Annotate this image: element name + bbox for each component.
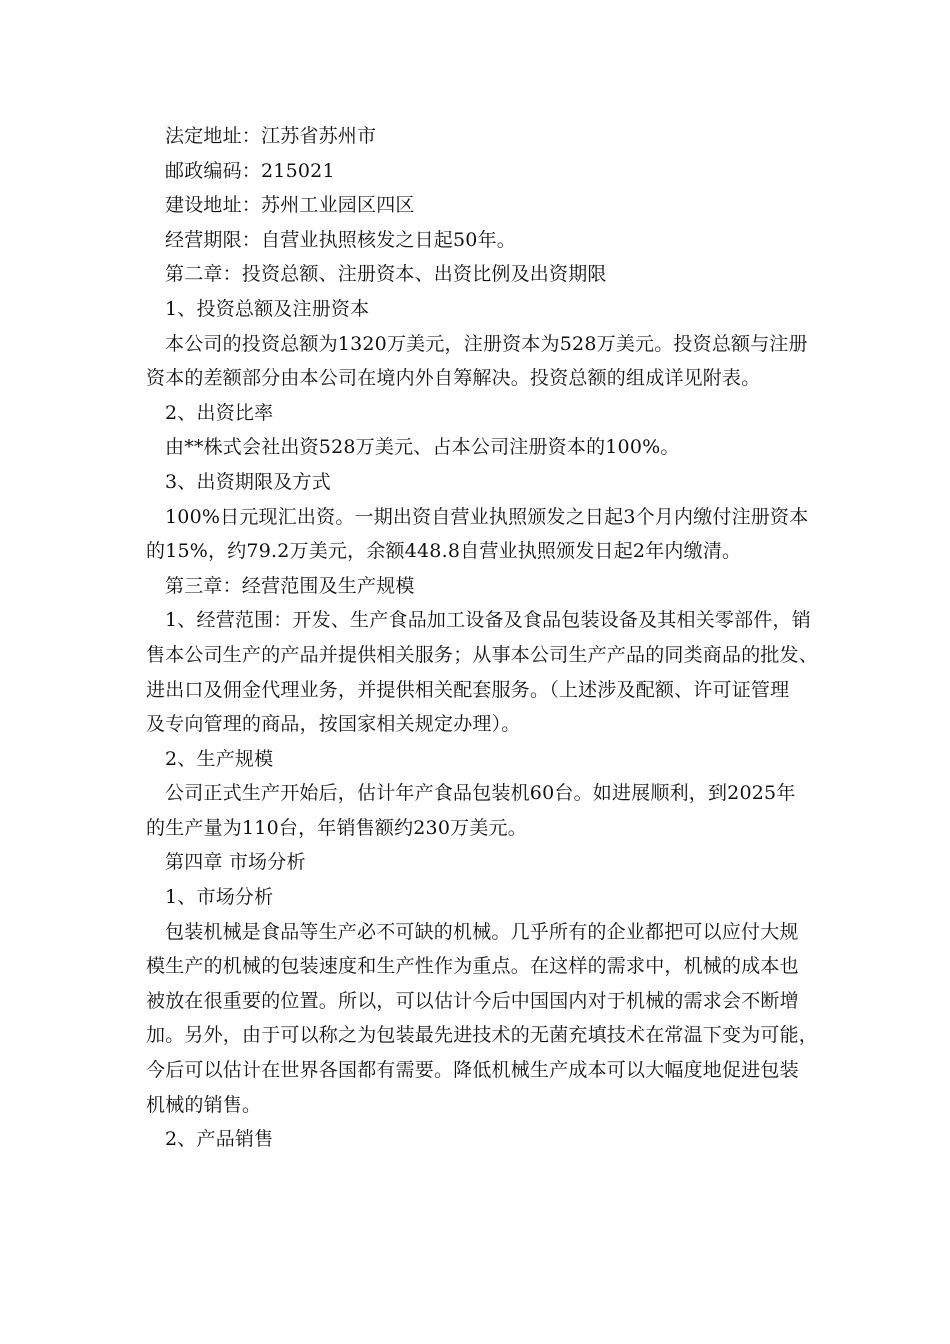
text-line: 包装机械是食品等生产必不可缺的机械。几乎所有的企业都把可以应付大规: [165, 920, 799, 943]
text-line: 2、出资比率: [165, 401, 274, 424]
document-body: [146, 119, 819, 1157]
text-line: 1、经营范围：开发、生产食品加工设备及食品包装设备及其相关零部件，销: [165, 609, 811, 632]
text-line: 1、投资总额及注册资本: [165, 297, 370, 320]
text-line: 被放在很重要的位置。所以，可以估计今后中国国内对于机械的需求会不断增: [146, 989, 799, 1012]
text-line: 建设地址：苏州工业园区四区: [165, 194, 415, 217]
text-line: 今后可以估计在世界各国都有需要。降低机械生产成本可以大幅度地促进包装: [146, 1059, 799, 1082]
text-line: 加。另外，由于可以称之为包装最先进技术的无菌充填技术在常温下变为可能，: [146, 1024, 819, 1047]
text-line: 1、市场分析: [165, 886, 274, 909]
text-line: 公司正式生产开始后，估计年产食品包装机60台。如进展顺利，到2025年: [165, 782, 796, 805]
text-line: 本公司的投资总额为1320万美元，注册资本为528万美元。投资总额与注册: [165, 332, 808, 355]
text-line: 由**株式会社出资528万美元、占本公司注册资本的100%。: [165, 436, 680, 459]
text-line: 及专向管理的商品，按国家相关规定办理）。: [146, 713, 521, 736]
text-line: 进出口及佣金代理业务，并提供相关配套服务。（上述涉及配额、许可证管理: [146, 678, 790, 701]
text-line: 经营期限：自营业执照核发之日起50年。: [165, 228, 516, 251]
text-line: 3、出资期限及方式: [165, 470, 331, 493]
text-line: 第四章 市场分析: [165, 851, 306, 874]
text-line: 2、产品销售: [165, 1128, 274, 1151]
text-line: 邮政编码：215021: [165, 159, 335, 182]
text-line: 售本公司生产的产品并提供相关服务；从事本公司生产产品的同类商品的批发、: [146, 643, 819, 666]
text-line: 法定地址：江苏省苏州市: [165, 125, 377, 147]
text-line: 模生产的机械的包装速度和生产性作为重点。在这样的需求中，机械的成本也: [146, 955, 799, 978]
text-line: 2、生产规模: [165, 747, 274, 770]
text-line: 机械的销售。: [146, 1093, 262, 1116]
text-line: 的15%，约79.2万美元，余额448.8自营业执照颁发日起2年内缴清。: [146, 540, 742, 563]
text-line: 第二章：投资总额、注册资本、出资比例及出资期限: [165, 263, 607, 286]
text-line: 100%日元现汇出资。一期出资自营业执照颁发之日起3个月内缴付注册资本: [165, 505, 809, 528]
text-line: 第三章：经营范围及生产规模: [165, 574, 415, 597]
text-line: 资本的差额部分由本公司在境内外自筹解决。投资总额的组成详见附表。: [146, 367, 761, 390]
text-line: 的生产量为110台，年销售额约230万美元。: [146, 816, 527, 839]
